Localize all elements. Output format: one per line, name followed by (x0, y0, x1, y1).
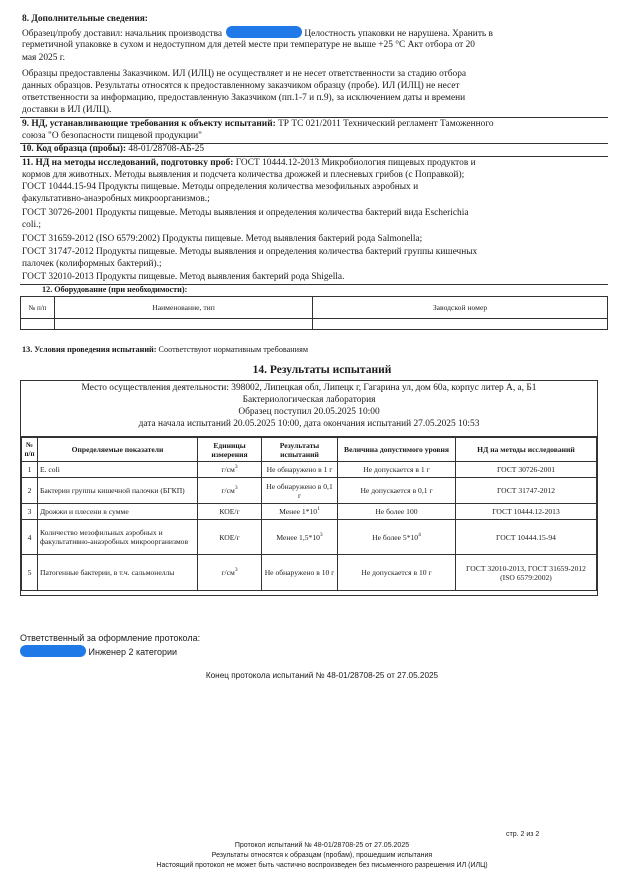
col-method: НД на методы исследований (456, 438, 597, 462)
equipment-col-serial: Заводской номер (313, 297, 608, 319)
dates-line: дата начала испытаний 20.05.2025 10:00, дата окончания испытаний 27.05.2025 10:53 (138, 419, 480, 429)
method-line: ГОСТ 31747-2012 Продукты пищевые. Методы выявления и определения количества бактерий группы кишечных (22, 247, 478, 257)
section-8-line-7: доставки в ИЛ (ИЛЦ). (22, 105, 112, 115)
redaction-mark (226, 26, 302, 38)
section-9-label: 9. НД, устанавливающие требования к объекту испытаний: (22, 119, 276, 129)
equipment-cell (55, 319, 313, 330)
row-method: ГОСТ 30726-2001 (456, 462, 597, 478)
row-no: 1 (22, 462, 38, 478)
row-result: Менее $1,5*10^3$ (262, 520, 338, 555)
row-result: Не обнаружено в 0,1 г (262, 478, 338, 504)
section-8-title: 8. Дополнительные сведения: (22, 14, 148, 24)
end-of-protocol: Конец протокола испытаний № 48-01/28708-25 от 27.05.2025 (205, 671, 439, 680)
place-line-1: Место осуществления деятельности: 398002, Липецкая обл, Липецк г, Гагарина ул, дом 60а, корпус литер А, а, Б1 (81, 383, 537, 393)
row-method: ГОСТ 32010-2013, ГОСТ 31659-2012 (ISO 6579:2002) (456, 555, 597, 591)
results-frame (20, 380, 598, 596)
equipment-col-name: Наименование, тип (55, 297, 313, 319)
row-no: 2 (22, 478, 38, 504)
method-line: ГОСТ 30726-2001 Продукты пищевые. Методы выявления и определения количества бактерий вида Escherichia (22, 208, 469, 218)
section-9-line-2: союза "О безопасности пищевой продукции" (22, 131, 202, 141)
delivered-by-text: Образец/пробу доставил: начальник производства (22, 29, 223, 39)
method-line: палочек (колиформных бактерий).; (22, 259, 162, 269)
table-row (22, 520, 597, 555)
redaction-mark (20, 645, 86, 657)
col-no: № п/п (22, 438, 38, 462)
responsible-label: Ответственный за оформление протокола: (20, 633, 201, 643)
responsible-line (20, 645, 177, 658)
section-8-line-1 (22, 26, 493, 40)
col-results: Результаты испытаний (262, 438, 338, 462)
row-method: ГОСТ 10444.15-94 (456, 520, 597, 555)
table-row (22, 462, 597, 478)
section-9-line-1 (22, 118, 494, 130)
col-units: Единицы измерения (198, 438, 262, 462)
row-indicator: Количество мезофильных аэробных и факультативно-анаэробных микроорганизмов (38, 520, 198, 555)
place-line-2: Бактериологическая лаборатория (242, 395, 376, 405)
received-line: Образец поступил 20.05.2025 10:00 (238, 407, 380, 417)
row-no: 4 (22, 520, 38, 555)
method-line: coli.; (22, 220, 42, 230)
section-8-line-4: Образцы предоставлены Заказчиком. ИЛ (ИЛЦ) не осуществляет и не несет ответственности за стадию отбора (22, 69, 467, 79)
results-title: 14. Результаты испытаний (252, 364, 392, 376)
method-line: кормов для животных. Методы выявления и подсчета количества дрожжей и плесневых грибов (с Поправкой); (22, 170, 465, 180)
section-11-line-1 (22, 157, 476, 169)
row-unit: КОЕ/г (198, 520, 262, 555)
equipment-cell (313, 319, 608, 330)
results-info (21, 381, 597, 437)
responsible-position: Инженер 2 категории (88, 647, 178, 657)
row-allowed: Не допускается в 10 г (338, 555, 456, 591)
footer-line-1: Протокол испытаний № 48-01/28708-25 от 27.05.2025 (234, 842, 410, 849)
table-row (22, 555, 597, 591)
table-row (22, 478, 597, 504)
row-unit: $г/см^3$ (198, 462, 262, 478)
row-indicator: Патогенные бактерии, в т.ч. сальмонеллы (38, 555, 198, 591)
section-8-line-6: ответственности за информацию, предоставленную Заказчиком (пп.1-7 и п.9), за исключением даты и времени (22, 93, 466, 103)
row-allowed: Не более $5*10^4$ (338, 520, 456, 555)
row-indicator: E. coli (38, 462, 198, 478)
section-12-title: 12. Оборудование (при необходимости): (42, 285, 188, 294)
page-number: стр. 2 из 2 (506, 831, 540, 838)
section-9-text: ТР ТС 021/2011 Технический регламент Таможенного (278, 119, 494, 129)
footer-line-3: Настоящий протокол не может быть частично воспроизведен без письменного разрешения ИЛ (ИЛЦ) (156, 862, 488, 869)
section-13-label: 13. Условия проведения испытаний: (22, 345, 157, 354)
section-8-line-3: мая 2025 г. (22, 53, 65, 63)
row-unit: $г/см^3$ (198, 478, 262, 504)
equipment-col-no: № п/п (21, 297, 55, 319)
row-indicator: Бактерии группы кишечной палочки (БГКП) (38, 478, 198, 504)
col-allowed: Величина допустимого уровня (338, 438, 456, 462)
section-11-label: 11. НД на методы исследований, подготовку проб: (22, 158, 234, 168)
row-unit: $г/см^3$ (198, 555, 262, 591)
row-indicator: Дрожжи и плесени в сумме (38, 504, 198, 520)
section-10 (22, 143, 204, 155)
row-no: 3 (22, 504, 38, 520)
row-unit: КОЕ/г (198, 504, 262, 520)
method-line: ГОСТ 32010-2013 Продукты пищевые. Метод выявления бактерий рода Shigella. (22, 272, 345, 282)
method-line: ГОСТ 10444.12-2013 Микробиология пищевых продуктов и (235, 158, 476, 168)
conditions-value: Соответствуют нормативным требованиям (158, 345, 309, 354)
equipment-cell (21, 319, 55, 330)
col-indicator: Определяемые показатели (38, 438, 198, 462)
row-method: ГОСТ 10444.12-2013 (456, 504, 597, 520)
section-8-line-2: герметичной упаковке в сухом и недоступном для детей месте при температуре не выше +25 °С Акт отбора от 20 (22, 40, 475, 50)
section-10-label: 10. Код образца (пробы): (22, 144, 127, 154)
section-13 (22, 345, 308, 356)
row-allowed: Не более 100 (338, 504, 456, 520)
method-line: факультативно-анаэробных микроорганизмов.; (22, 194, 210, 204)
method-line: ГОСТ 10444.15-94 Продукты пищевые. Методы определения количества мезофильных аэробных и (22, 182, 419, 192)
row-result: Не обнаружено в 1 г (262, 462, 338, 478)
method-line: ГОСТ 31659-2012 (ISO 6579:2002) Продукты пищевые. Метод выявления бактерий рода Salmonella; (22, 234, 423, 244)
results-table (21, 437, 597, 591)
table-row (22, 504, 597, 520)
footer-line-2: Результаты относятся к образцам (пробам), прошедшим испытания (211, 852, 433, 859)
packaging-text: Целостность упаковки не нарушена. Хранить в (304, 29, 493, 39)
row-method: ГОСТ 31747-2012 (456, 478, 597, 504)
row-allowed: Не допускается в 0,1 г (338, 478, 456, 504)
row-no: 5 (22, 555, 38, 591)
section-8-line-5: данных образцов. Результаты относятся к предоставленному заказчиком образцу (пробе). ИЛ (ИЛЦ) не несет (22, 81, 460, 91)
row-allowed: Не допускается в 1 г (338, 462, 456, 478)
row-result: Не обнаружено в 10 г (262, 555, 338, 591)
equipment-table (20, 296, 608, 330)
row-result: Менее $1*10^1$ (262, 504, 338, 520)
sample-code: 48-01/28708-АБ-25 (128, 144, 205, 154)
